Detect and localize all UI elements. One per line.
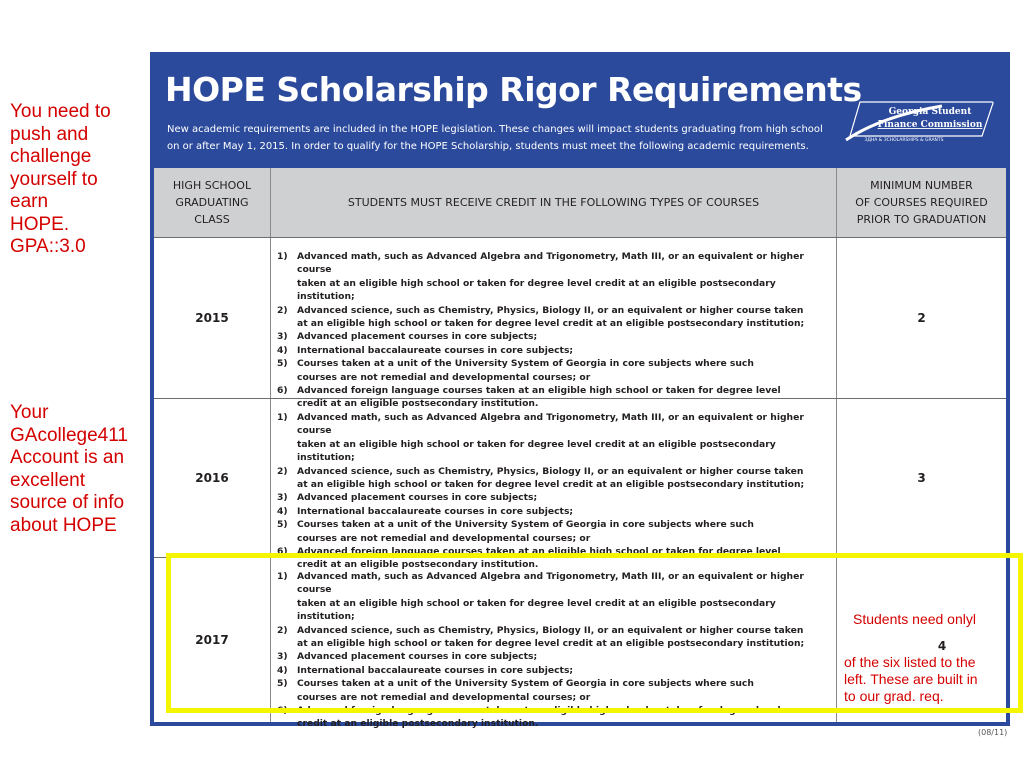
logo-tagline: ЗДНА & ЗCHOLARSHIPS & GRANTS (864, 138, 944, 143)
course-item: 4) International baccalaureate courses in core subjects; (277, 505, 574, 517)
row-minimum-count: 3 (917, 471, 926, 485)
document-title: HOPE Scholarship Rigor Requirements (165, 70, 862, 109)
annotation-students-need: Students need onlyl (853, 611, 976, 627)
annotation-six-listed: of the six listed to the left. These are built in to our grad. req. (844, 654, 978, 704)
row-year: 2016 (154, 399, 271, 557)
gsfc-logo (842, 96, 997, 144)
course-list (271, 558, 836, 731)
course-item: 5) Courses taken at a unit of the University System of Georgia in core subjects where such courses are not remedial and developmental courses; or (277, 519, 754, 544)
course-list (271, 238, 836, 411)
table-header-row (154, 168, 1006, 238)
header-course-types: STUDENTS MUST RECEIVE CREDIT IN THE FOLLOWING TYPES OF COURSES (271, 168, 837, 237)
course-item: 6) Advanced foreign language courses taken at an eligible high school or taken for degree level credit at an eligible postsecondary institution. (277, 546, 781, 571)
course-item: 3) Advanced placement courses in core subjects; (277, 492, 538, 504)
table-row (154, 399, 1006, 571)
row-courses-cell (271, 238, 837, 410)
revision-code: (08/11) (978, 728, 1008, 737)
course-item: 6) Advanced foreign language courses taken at an eligible high school or taken for degree level credit at an eligible postsecondary institution. (277, 705, 781, 730)
row-courses-cell (271, 558, 837, 730)
document-header (150, 52, 1010, 168)
course-item: 4) International baccalaureate courses in core subjects; (277, 664, 574, 676)
course-item: 2) Advanced science, such as Chemistry, Physics, Biology II, or an equivalent or higher course taken at an eligible high school or taken for degree level credit at an eligible postsecondary institution; (277, 465, 805, 491)
course-item: 1) Advanced math, such as Advanced Algebra and Trigonometry, Math III, or an equivalent or higher course taken at an eligible high school or taken for degree level credit at an eligible postsecondary institution; (277, 571, 804, 623)
header-graduating-class: HIGH SCHOOL GRADUATING CLASS (154, 168, 271, 237)
row-year: 2017 (154, 558, 271, 722)
table-row (154, 238, 1006, 410)
course-item: 3) Advanced placement courses in core subjects; (277, 331, 538, 343)
side-note-gacollege411: Your GAcollege411 Account is an excellent source of info about HOPE (10, 402, 128, 536)
row-minimum-count: 2 (917, 311, 926, 325)
row-courses-cell (271, 399, 837, 571)
hope-requirements-document (150, 52, 1010, 730)
course-list (271, 399, 836, 572)
row-minimum-count-cell (837, 558, 1006, 722)
header-minimum-courses: MINIMUM NUMBER OF COURSES REQUIRED PRIOR TO GRADUATION (855, 179, 988, 226)
course-item: 5) Courses taken at a unit of the University System of Georgia in core subjects where such courses are not remedial and developmental courses; or (277, 678, 754, 703)
row-year: 2015 (154, 238, 271, 398)
course-item: 4) International baccalaureate courses in core subjects; (277, 344, 574, 356)
logo-line2: Finance Commission (877, 120, 983, 130)
gsfc-logo-graphic (842, 96, 997, 144)
document-intro: New academic requirements are included in the HOPE legislation. These changes will impact students graduating from high school on or after May 1, 2015. In order to qualify for the HOPE Scholarship, students must meet the following academic requirements. (167, 124, 823, 152)
course-item: 3) Advanced placement courses in core subjects; (277, 651, 538, 663)
course-item: 6) Advanced foreign language courses taken at an eligible high school or taken for degree level credit at an eligible postsecondary institution. (277, 385, 781, 410)
course-item: 1) Advanced math, such as Advanced Algebra and Trigonometry, Math III, or an equivalent or higher course taken at an eligible high school or taken for degree level credit at an eligible postsecondary institution; (277, 412, 804, 464)
side-note-gpa: You need to push and challenge yourself to earn HOPE. GPA::3.0 (10, 101, 111, 257)
course-item: 1) Advanced math, such as Advanced Algebra and Trigonometry, Math III, or an equivalent or higher course taken at an eligible high school or taken for degree level credit at an eligible postsecondary institution; (277, 251, 804, 303)
course-item: 5) Courses taken at a unit of the University System of Georgia in core subjects where such courses are not remedial and developmental courses; or (277, 358, 754, 383)
course-item: 2) Advanced science, such as Chemistry, Physics, Biology II, or an equivalent or higher course taken at an eligible high school or taken for degree level credit at an eligible postsecondary institution; (277, 304, 805, 330)
table-row (154, 558, 1006, 730)
logo-line1: Georgia Student (888, 107, 972, 117)
course-item: 2) Advanced science, such as Chemistry, Physics, Biology II, or an equivalent or higher course taken at an eligible high school or taken for degree level credit at an eligible postsecondary institution; (277, 624, 805, 650)
row-minimum-count: 4 (937, 639, 947, 653)
requirements-table (154, 168, 1006, 730)
